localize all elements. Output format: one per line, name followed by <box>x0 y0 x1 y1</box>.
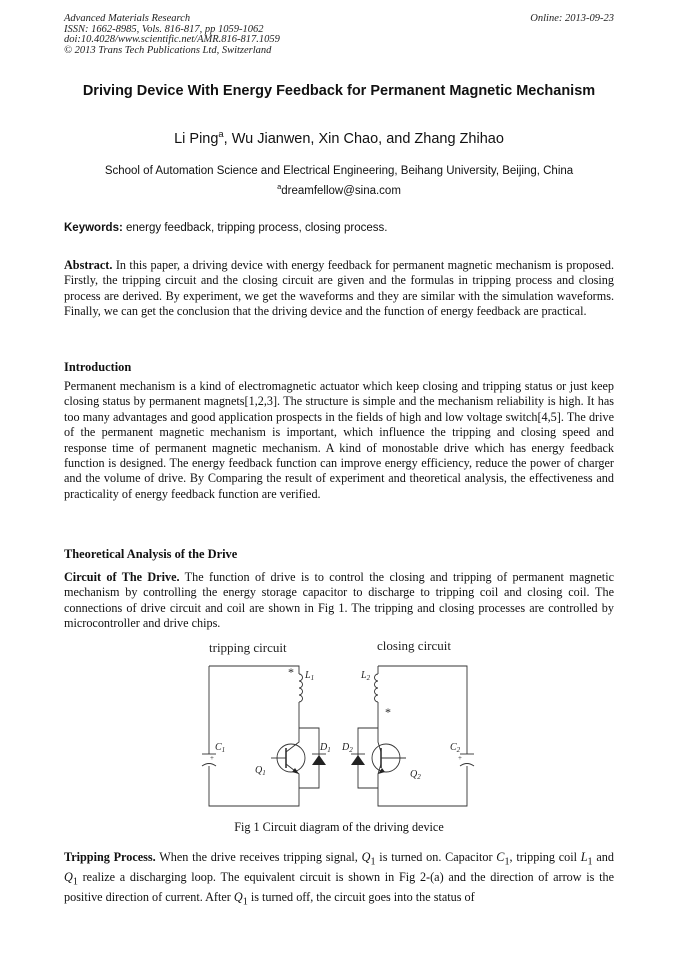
var-c: C <box>496 850 505 864</box>
circuit-label: Circuit of The Drive. <box>64 570 180 584</box>
label-d1: $D_1$ <box>320 742 331 754</box>
tripping-text-4: and <box>592 850 614 864</box>
closing-top-wire <box>378 666 467 754</box>
c2-plus: + <box>458 754 462 762</box>
c1-plus: + <box>210 754 214 762</box>
circuit-figure <box>195 636 495 816</box>
author-superscript: a <box>218 128 224 140</box>
circuit-paragraph <box>64 570 614 632</box>
email-superscript: a <box>277 182 282 192</box>
var-q: Q <box>361 850 371 864</box>
tripping-text-1: When the drive receives tripping signal, <box>155 850 362 864</box>
copyright-line: © 2013 Trans Tech Publications Ltd, Switzerland <box>64 44 272 56</box>
tripping-bottom-wire <box>209 766 299 806</box>
doi-line: doi:10.4028/www.scientific.net/AMR.816-817.1059 <box>64 34 280 46</box>
sub-1: 1 <box>504 856 510 868</box>
coil-l2 <box>375 674 379 702</box>
diode-d1-branch <box>299 728 319 788</box>
sub-1: 1 <box>72 876 78 888</box>
other-authors: , Wu Jianwen, Xin Chao, and Zhang Zhihao <box>223 131 504 147</box>
capacitor-c1-plate-bottom <box>202 764 216 767</box>
abstract-label: Abstract. <box>64 258 113 272</box>
author-list <box>64 130 614 148</box>
transistor-q1-emitter <box>286 764 299 788</box>
transistor-q1-collector <box>286 728 299 752</box>
journal-header <box>64 14 280 56</box>
label-q2: $Q_2$ <box>410 769 421 781</box>
tripping-text-2: is turned on. Capacitor <box>375 850 497 864</box>
keywords-text: energy feedback, tripping process, closing process. <box>122 222 388 234</box>
keywords <box>64 221 614 235</box>
circuit-diagram <box>195 636 495 816</box>
var-l: L <box>580 850 588 864</box>
circuit-text: The function of drive is to control the closing and tripping of permanent magnetic mechanism by controlling the energy storage capacitor to discharge to tripping coil and closing coil. The connections of drive circuit and coil are shown in Fig 1. The tripping and closing processes are controlled by microcontroller and drive chips. <box>64 570 614 631</box>
tripping-dot-mark: * <box>288 665 294 679</box>
abstract <box>64 258 614 320</box>
closing-circuit-label: closing circuit <box>377 638 452 653</box>
email-line <box>64 184 614 198</box>
label-l2: $L_2$ <box>361 670 371 682</box>
tripping-text-5: realize a discharging loop. The equivalent circuit is shown in Fig 2-(a) and the direction of arrow is the positive direction of current. After <box>64 869 614 904</box>
var-q: Q <box>233 889 243 904</box>
affiliation: School of Automation Science and Electrical Engineering, Beihang University, Beijing, China <box>104 165 574 177</box>
closing-dot-mark: * <box>385 705 391 719</box>
closing-bottom-wire <box>378 766 467 806</box>
label-l1: $L_1$ <box>305 670 315 682</box>
diode-d2-triangle <box>351 755 365 765</box>
paper-title: Driving Device With Energy Feedback for Permanent Magnetic Mechanism <box>82 83 596 99</box>
tripping-top-wire <box>209 666 299 674</box>
online-date: Online: 2013-09-23 <box>530 13 614 24</box>
label-c1: $C_1$ <box>215 742 226 754</box>
diode-d2-branch <box>358 728 378 788</box>
tripping-text-3: , tripping coil <box>509 850 581 864</box>
keywords-label: Keywords: <box>64 222 123 234</box>
journal-name: Advanced Materials Research <box>64 13 191 24</box>
tripping-circuit-label: tripping circuit <box>209 640 287 655</box>
tripping-text-6: is turned off, the circuit goes into the status of <box>247 889 475 904</box>
introduction-text: Permanent mechanism is a kind of electromagnetic actuator which keep closing and tripping status or just keep closing status by permanent magnets[1,2,3]. The structure is simple and the mechanism reliability is high. It has too many advantages and good application prospects in the fields of high and low voltage switch[4,5]. The drive of the permanent magnetic mechanism is important, which influence the tripping and closing speed and response time of permanent magnetic mechanism. A kind of monostable drive which has energy feedback function is designed. The energy feedback function can improve energy efficiency, reduce the power of charger and the volume of drive. By Comparing the result of experiment and theoretical analysis, the effectiveness and practicality of energy feedback function are verified. <box>64 379 614 501</box>
figure-caption: Fig 1 Circuit diagram of the driving device <box>234 820 444 834</box>
first-author: Li Ping <box>174 131 219 147</box>
label-c2: $C_2$ <box>450 742 461 754</box>
sub-1: 1 <box>587 856 593 868</box>
label-q1: $Q_1$ <box>255 765 266 777</box>
introduction-heading: Introduction <box>64 360 132 374</box>
sub-1: 1 <box>370 856 376 868</box>
var-q: Q <box>64 869 73 884</box>
diode-d1-triangle <box>312 755 326 765</box>
email-link[interactable]: dreamfellow@sina.com <box>281 185 401 197</box>
issn-line: ISSN: 1662-8985, Vols. 816-817, pp 1059-1062 <box>64 23 264 35</box>
theory-heading: Theoretical Analysis of the Drive <box>64 547 238 561</box>
label-d2: $D_2$ <box>342 742 353 754</box>
coil-l1 <box>299 674 303 702</box>
tripping-paragraph <box>64 850 614 910</box>
tripping-label: Tripping Process. <box>64 850 156 864</box>
sub-1: 1 <box>242 896 248 908</box>
capacitor-c2-plate-bottom <box>460 764 474 767</box>
abstract-text: In this paper, a driving device with energy feedback for permanent magnetic mechanism is proposed. Firstly, the tripping circuit and the closing circuit are given and the formulas in tripping process and closing process are derived. By experiment, we get the waveforms and they are similar with the simulation waveforms. Finally, we can get the conclusion that the driving device and the function of energy feedback are practical. <box>64 258 614 319</box>
